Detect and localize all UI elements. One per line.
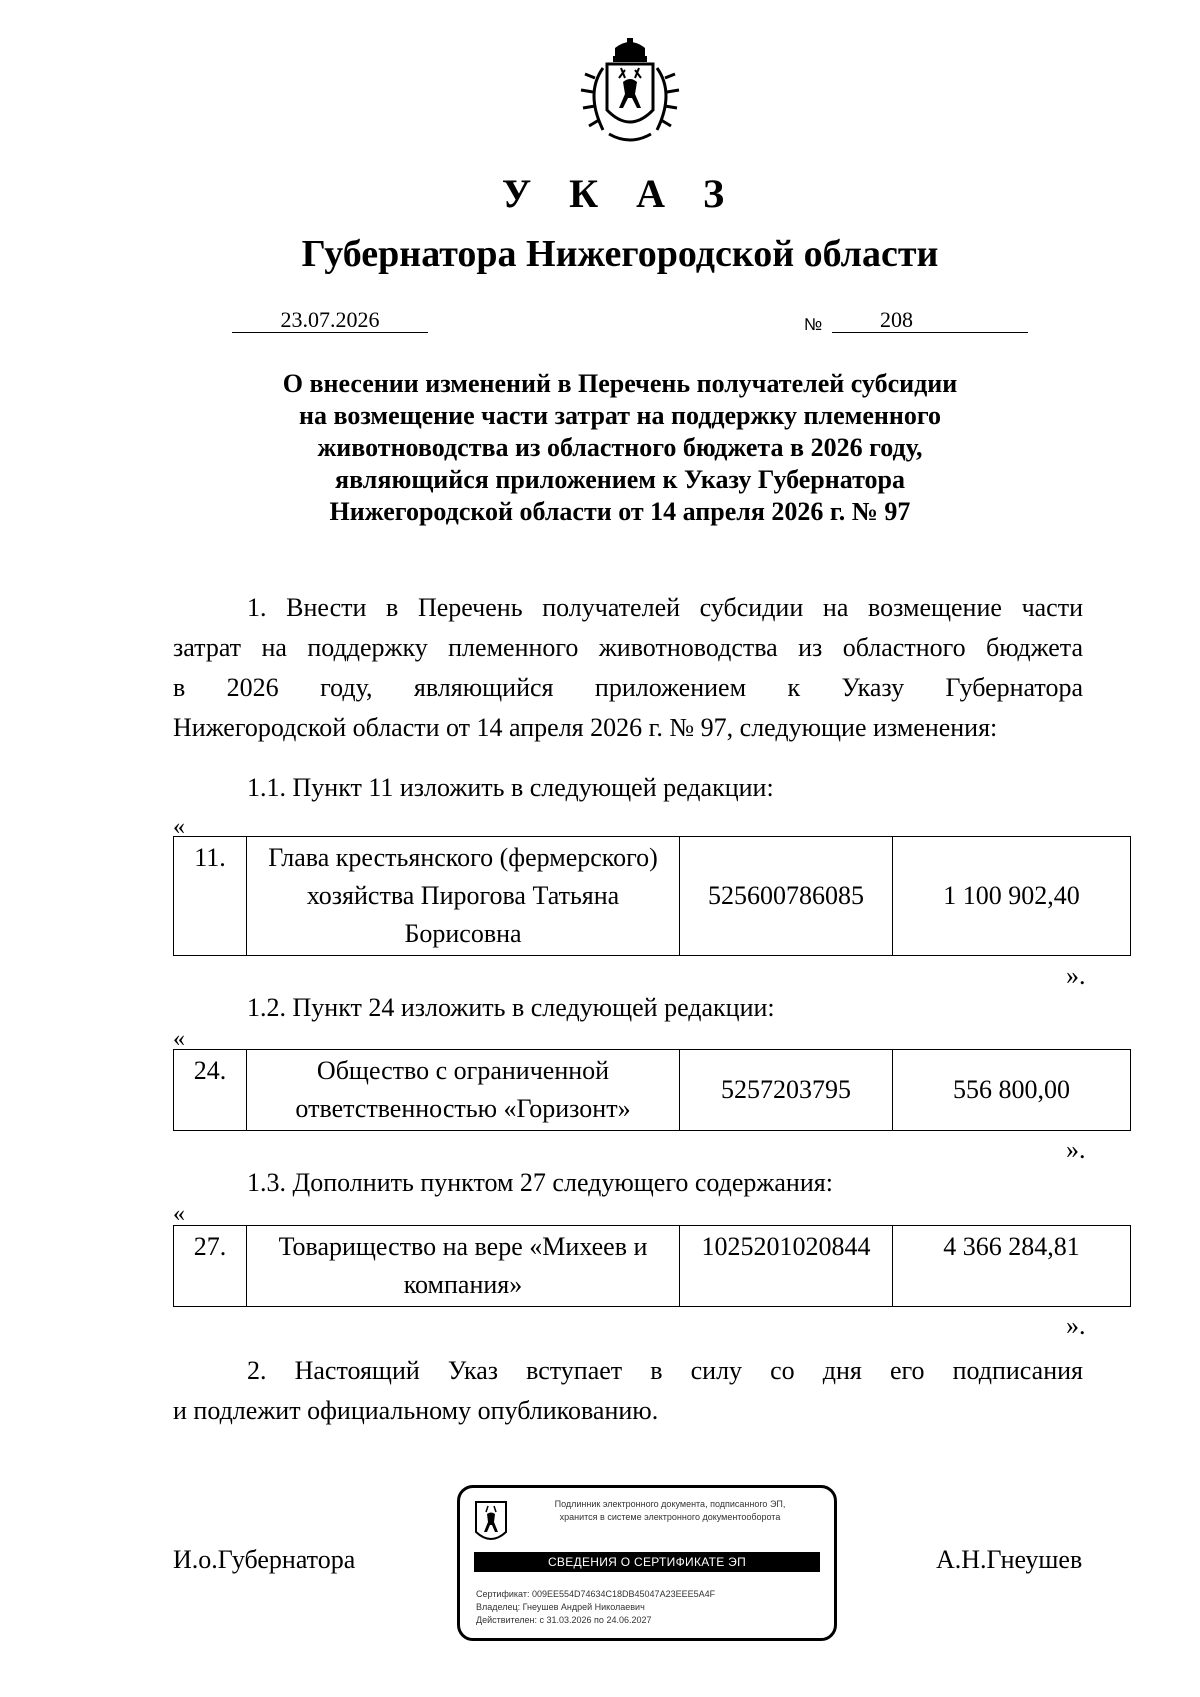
stamp-emblem-icon <box>474 1500 508 1546</box>
subsidy-amount: 1 100 902,40 <box>893 837 1131 956</box>
paragraph-2 <box>173 1351 1083 1431</box>
issuer-title: Губернатора Нижегородской области <box>301 233 939 275</box>
subsidy-amount: 556 800,00 <box>893 1050 1131 1131</box>
amendment-table-27 <box>173 1225 1131 1307</box>
decree-date: 23.07.2026 <box>232 308 428 333</box>
quote-close: ». <box>1066 1311 1086 1340</box>
recipient-name: Общество с ограниченной ответственностью «Горизонт» <box>247 1050 680 1131</box>
row-number: 27. <box>174 1226 247 1307</box>
subject-line: на возмещение части затрат на поддержку племенного <box>298 401 941 430</box>
paragraph-1 <box>173 588 1083 748</box>
subject-line: Нижегородской области от 14 апреля 2026 г. № 97 <box>329 497 911 526</box>
quote-open: « <box>173 814 185 840</box>
recipient-inn: 1025201020844 <box>680 1226 893 1307</box>
recipient-inn: 5257203795 <box>680 1050 893 1131</box>
number-sign: № <box>804 315 823 334</box>
certificate-details <box>476 1588 715 1627</box>
signer-position: И.о.Губернатора <box>173 1545 356 1574</box>
paragraph-line: 2. Настоящий Указ вступает в силу со дня его подписания <box>247 1356 1083 1385</box>
certificate-owner: Владелец: Гнеушев Андрей Николаевич <box>476 1602 645 1612</box>
subsidy-amount: 4 366 284,81 <box>893 1226 1131 1307</box>
signer-name: А.Н.Гнеушев <box>936 1545 1083 1574</box>
table-row <box>174 837 1131 956</box>
certificate-validity: Действителен: с 31.03.2026 по 24.06.2027 <box>476 1615 652 1625</box>
decree-subject <box>0 368 1200 528</box>
electronic-signature-stamp <box>457 1485 837 1641</box>
coat-of-arms-emblem <box>575 38 685 148</box>
table-row <box>174 1226 1131 1307</box>
row-number: 24. <box>174 1050 247 1131</box>
decree-number: 208 <box>880 307 913 332</box>
subject-line: О внесении изменений в Перечень получателей субсидии <box>282 369 958 398</box>
subparagraph-1-2: 1.2. Пункт 24 изложить в следующей редакции: <box>247 993 775 1022</box>
paragraph-line: в 2026 году, являющийся приложением к Указу Губернатора <box>173 673 1083 702</box>
recipient-inn: 525600786085 <box>680 837 893 956</box>
certificate-number: Сертификат: 009EE554D74634C18DB45047A23EEE5A4F <box>476 1589 716 1599</box>
amendment-table-11 <box>173 836 1131 956</box>
row-number: 11. <box>174 837 247 956</box>
paragraph-line: 1. Внести в Перечень получателей субсидии на возмещение части <box>247 593 1083 622</box>
quote-close: ». <box>1066 1135 1086 1164</box>
recipient-name: Глава крестьянского (фермерского) хозяйства Пирогова Татьяна Борисовна <box>247 837 680 956</box>
paragraph-line: и подлежит официальному опубликованию. <box>173 1396 659 1425</box>
stamp-note <box>520 1498 820 1524</box>
subject-line: являющийся приложением к Указу Губернатора <box>335 465 905 494</box>
quote-open: « <box>173 1026 185 1052</box>
subparagraph-1-3: 1.3. Дополнить пунктом 27 следующего содержания: <box>247 1168 833 1197</box>
paragraph-line: Нижегородской области от 14 апреля 2026 г. № 97, следующие изменения: <box>173 713 998 742</box>
quote-close: ». <box>1066 961 1086 990</box>
table-row <box>174 1050 1131 1131</box>
paragraph-line: затрат на поддержку племенного животноводства из областного бюджета <box>173 633 1083 662</box>
recipient-name: Товарищество на вере «Михеев и компания» <box>247 1226 680 1307</box>
amendment-table-24 <box>173 1049 1131 1131</box>
stamp-note-line: хранится в системе электронного документооборота <box>559 1512 781 1522</box>
decree-title: У К А З <box>501 171 739 216</box>
certificate-info-bar: СВЕДЕНИЯ О СЕРТИФИКАТЕ ЭП <box>474 1552 820 1572</box>
subject-line: животноводства из областного бюджета в 2026 году, <box>317 433 923 462</box>
subparagraph-1-1: 1.1. Пункт 11 изложить в следующей редакции: <box>247 773 774 802</box>
decree-number-field <box>832 308 1028 333</box>
stamp-note-line: Подлинник электронного документа, подписанного ЭП, <box>554 1499 786 1509</box>
quote-open: « <box>173 1201 185 1227</box>
